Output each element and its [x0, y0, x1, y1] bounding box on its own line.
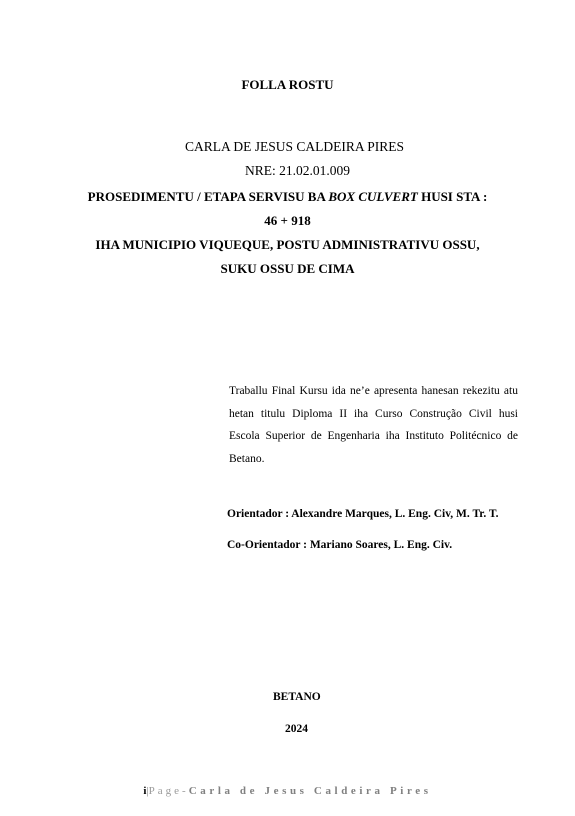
place: BETANO [273, 691, 321, 703]
student-number: NRE: 21.02.01.009 [245, 163, 351, 178]
footer-author-name: Carla de Jesus Caldeira Pires [188, 785, 432, 797]
footer-separator: | [146, 785, 149, 797]
thesis-title-line-1 [0, 189, 575, 205]
thesis-description: Traballu Final Kursu ida ne’e apresenta hanesan rekezitu atu hetan titulu Diploma II iha Curso Construção Civil husi Escola Superior de Engenharia iha Instituto Politécnico de Betano. [229, 385, 518, 465]
year: 2024 [285, 723, 308, 735]
title-text-a: PROSEDIMENTU / ETAPA SERVISU BA [87, 189, 329, 204]
page-footer [0, 785, 575, 797]
author-name: CARLA DE JESUS CALDEIRA PIRES [185, 139, 405, 154]
page-heading: FOLLA ROSTU [241, 77, 334, 92]
footer-page-label: Page- [148, 785, 189, 797]
footer-page-number: i [143, 785, 147, 797]
thesis-title-line-2: 46 + 918 [264, 213, 311, 228]
thesis-title-line-3: IHA MUNICIPIO VIQUEQUE, POSTU ADMINISTRATIVU OSSU, [95, 237, 480, 252]
title-text-b: HUSI STA : [417, 189, 488, 204]
title-text-emphasis: BOX CULVERT [328, 189, 418, 204]
thesis-title-line-4: SUKU OSSU DE CIMA [220, 261, 355, 276]
advisor: Orientador : Alexandre Marques, L. Eng. Civ, M. Tr. T. [227, 508, 499, 520]
co-advisor: Co-Orientador : Mariano Soares, L. Eng. Civ. [227, 539, 453, 551]
